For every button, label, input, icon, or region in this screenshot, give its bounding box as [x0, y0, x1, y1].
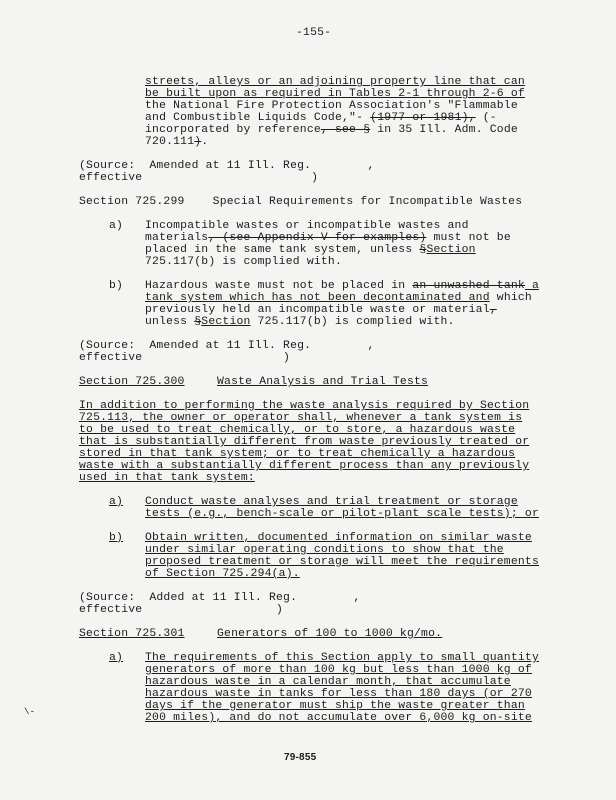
deleted-text: §: [419, 244, 427, 256]
source-note-line: effective ): [79, 604, 284, 616]
text-line: used in that tank system:: [79, 472, 255, 484]
text-line: stored in that tank system; or to treat chemically a hazardous: [79, 448, 516, 460]
text-line: 200 miles), and do not accumulate over 6,000 kg on-site: [145, 712, 532, 724]
section-title: Waste Analysis and Trial Tests: [217, 376, 429, 388]
text-line: proposed treatment or storage will meet the requirements: [145, 556, 539, 568]
section-title: Generators of 100 to 1000 kg/mo.: [217, 628, 443, 640]
page-number: -155-: [296, 27, 332, 39]
text-segment: (-: [482, 112, 497, 124]
text-segment: which: [489, 292, 532, 304]
item-label: b): [109, 280, 124, 292]
text-line: waste with a substantially different process than any previously: [79, 460, 530, 472]
text-segment: incorporated by reference: [145, 124, 321, 136]
text-segment: materials: [145, 232, 209, 244]
text-line: hazardous waste in a calendar month, that accumulate: [145, 676, 511, 688]
text-segment: placed in the same tank system, unless: [145, 244, 420, 256]
text-segment: unless: [145, 316, 195, 328]
inserted-text: a: [524, 280, 540, 292]
source-note-line: (Source: Added at 11 Ill. Reg. ,: [79, 592, 361, 604]
text-line: Conduct waste analyses and trial treatment or storage: [145, 496, 518, 508]
deleted-text: , see: [320, 124, 357, 136]
text-line: tests (e.g., bench-scale or pilot-plant scale tests); or: [145, 508, 539, 520]
text-segment: previously held an incompatible waste or material: [145, 304, 490, 316]
section-number: Section 725.301: [79, 628, 185, 640]
source-note-line: effective ): [79, 172, 319, 184]
text-line: hazardous waste in tanks for less than 180 days (or 270: [145, 688, 532, 700]
text-line: In addition to performing the waste analysis required by Section: [79, 400, 530, 412]
text-segment: and Combustible Liquids Code,": [145, 112, 357, 124]
text-line: days if the generator must ship the waste greater than: [145, 700, 525, 712]
text-line: to be used to treat chemically, or to store, a hazardous waste: [79, 424, 516, 436]
text-line: 725.113, the owner or operator shall, whenever a tank system is: [79, 412, 523, 424]
deleted-text: ): [194, 136, 202, 148]
deleted-text: an unwashed tank: [412, 280, 525, 292]
text-segment: Hazardous waste must not be placed in: [145, 280, 413, 292]
text-line: streets, alleys or an adjoining property line that can: [145, 76, 525, 88]
deleted-text: §: [363, 124, 371, 136]
text-line: be built upon as required in Tables 2-1 through 2-6 of: [145, 88, 525, 100]
source-note-line: effective ): [79, 352, 291, 364]
text-line: The requirements of this Section apply to small quantity: [145, 652, 539, 664]
text-line: of Section 725.294(a).: [145, 568, 300, 580]
inserted-text: Section: [201, 316, 251, 328]
text-segment: 720.111: [145, 136, 195, 148]
section-number: Section 725.300: [79, 376, 185, 388]
deleted-text: ,: [489, 304, 497, 316]
text-segment: must not be: [426, 232, 511, 244]
text-segment: [476, 112, 483, 124]
text-line: [145, 316, 455, 329]
item-label: a): [109, 652, 124, 664]
text-line: Incompatible wastes or incompatible wastes and: [145, 220, 469, 232]
deleted-text: §: [194, 316, 202, 328]
text-line: 725.117(b) is complied with.: [145, 256, 342, 268]
source-note-line: (Source: Amended at 11 Ill. Reg. ,: [79, 340, 375, 352]
deleted-text: , (see Appendix V for examples): [208, 232, 427, 244]
text-line: that is substantially different from waste previously treated or: [79, 436, 530, 448]
text-line: [145, 136, 208, 149]
item-label: b): [109, 532, 124, 544]
text-segment: 725.117(b) is complied with.: [250, 316, 455, 328]
text-line: under similar operating conditions to show that the: [145, 544, 504, 556]
text-line: Obtain written, documented information on similar waste: [145, 532, 532, 544]
item-label: a): [109, 220, 124, 232]
text-segment: -: [356, 112, 371, 124]
item-label: a): [109, 496, 124, 508]
text-segment: in 35 Ill. Adm. Code: [370, 124, 518, 136]
source-note-line: (Source: Amended at 11 Ill. Reg. ,: [79, 160, 375, 172]
text-line: generators of more than 100 kg but less than 1000 kg of: [145, 664, 532, 676]
deleted-text: (1977 or 1981),: [370, 112, 476, 124]
inserted-text: tank system which has not been decontaminated and: [145, 292, 490, 304]
margin-mark: \-: [24, 707, 36, 717]
text-line: the National Fire Protection Association's "Flammable: [145, 100, 518, 112]
footer-page-code: 79-855: [284, 752, 317, 763]
inserted-text: Section: [426, 244, 476, 256]
text-segment: .: [201, 136, 209, 148]
section-heading: Section 725.299 Special Requirements for Incompatible Wastes: [79, 196, 523, 208]
